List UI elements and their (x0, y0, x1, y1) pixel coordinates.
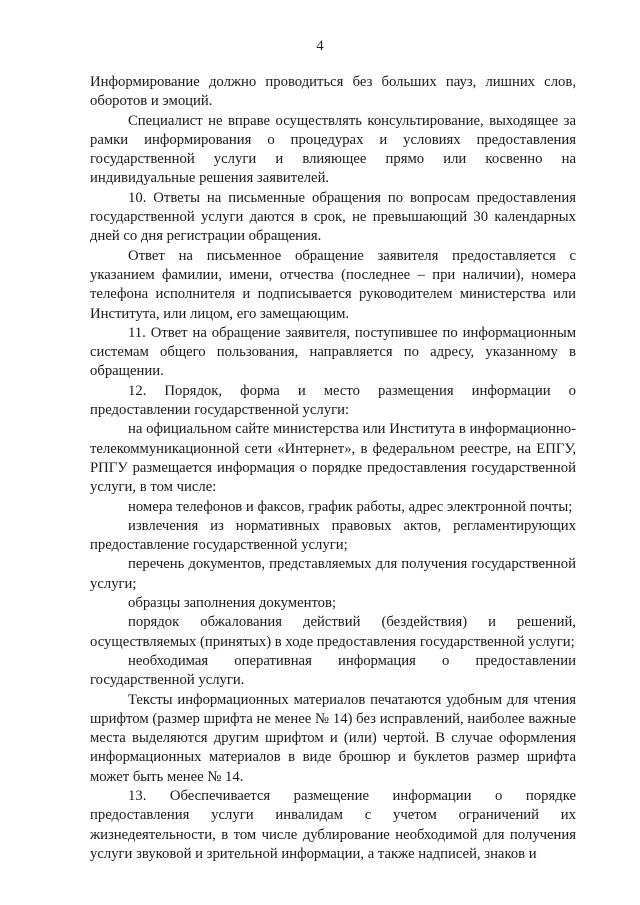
paragraph: 10. Ответы на письменные обращения по вопросам предоставления государственной услуги даются в срок, не превышающий 30 календарных дней со дня регистрации обращения. (90, 189, 576, 245)
paragraph: порядок обжалования действий (бездействия) и решений, осуществляемых (принятых) в ходе предоставления государственной услуги; (90, 614, 576, 650)
paragraph: Тексты информационных материалов печатаются удобным для чтения шрифтом (размер шрифта не менее № 14) без исправлений, наиболее важные места выделяются другим шрифтом и (или) чертой. В случае оформления информационных материалов в виде брошюр и буклетов размер шрифта может быть менее № 14. (90, 691, 576, 785)
paragraph: 12. Порядок, форма и место размещения информации о предоставлении государственной услуги: (90, 382, 576, 419)
paragraph: Информирование должно проводиться без больших пауз, лишних слов, оборотов и эмоций. (90, 74, 576, 110)
paragraph: перечень документов, представляемых для получения государственной услуги; (90, 556, 576, 592)
paragraph: образцы заполнения документов; (128, 595, 337, 612)
paragraph: на официальном сайте министерства или Института в информационно-телекоммуникационной сети «Интернет», в федеральном реестре, на ЕПГУ, РПГУ размещается информация о порядке предоставления государственной услуги, в том числе: (90, 421, 576, 496)
paragraph: Ответ на письменное обращение заявителя предоставляется с указанием фамилии, имени, отчества (последнее – при наличии), номера телефона исполнителя и подписывается руководителем министерства или Института, или лицом, его замещающим. (90, 247, 576, 322)
page-number: 4 (316, 38, 324, 54)
paragraph: Специалист не вправе осуществлять консультирование, выходящее за рамки информирования о процедурах и условиях предоставления государственной услуги и влияющее прямо или косвенно на индивидуальные решения заявителей. (90, 112, 576, 187)
document-body (90, 73, 576, 864)
paragraph: необходимая оперативная информация о предоставлении государственной услуги. (90, 652, 576, 689)
paragraph: номера телефонов и факсов, график работы, адрес электронной почты; (128, 498, 573, 515)
paragraph: 11. Ответ на обращение заявителя, поступившее по информационным системам общего пользования, направляется по адресу, указанному в обращении. (90, 324, 576, 380)
paragraph: 13. Обеспечивается размещение информации о порядке предоставления услуги инвалидам с учетом ограничений их жизнедеятельности, в том числе дублирование необходимой для получения услуги звуковой и зрительной информации, а также надписей, знаков и (90, 787, 576, 862)
paragraph: извлечения из нормативных правовых актов, регламентирующих предоставление государственной услуги; (90, 517, 576, 554)
scan-artifact (92, 888, 552, 894)
